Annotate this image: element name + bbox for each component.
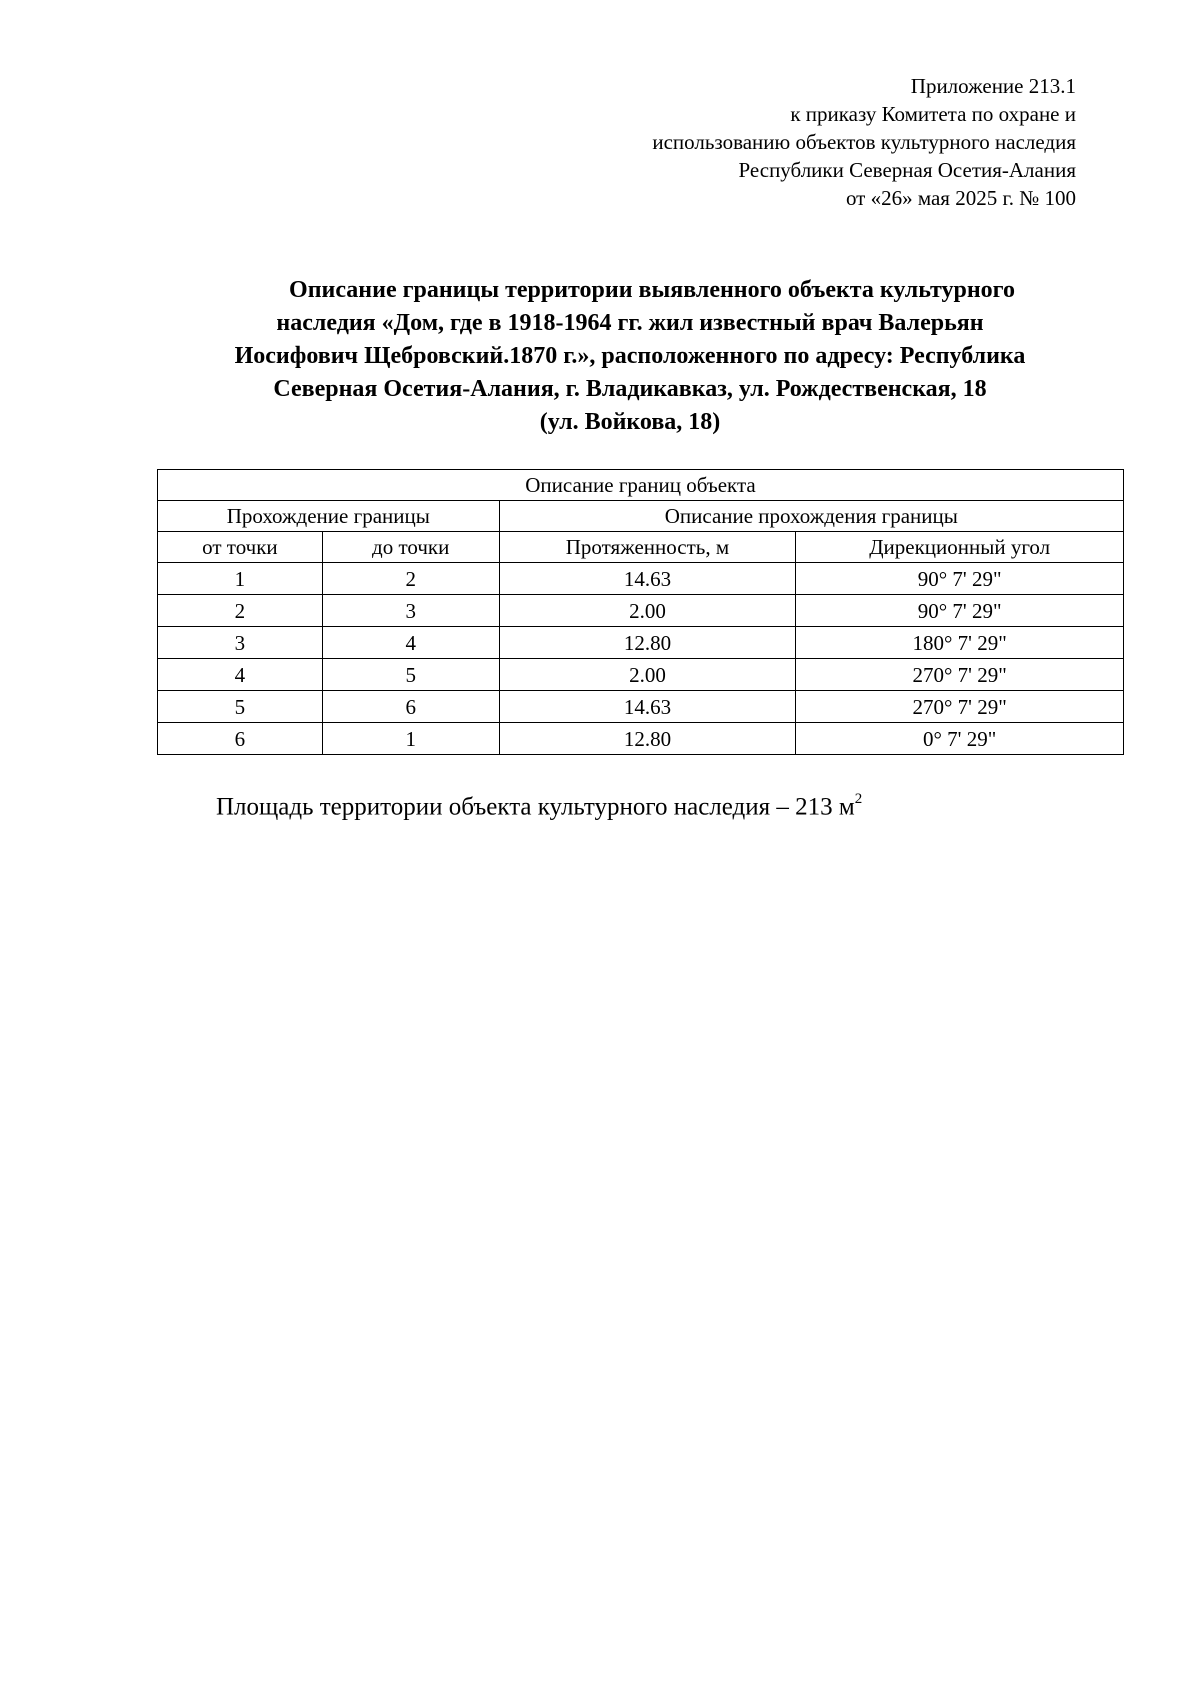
table-cell: 6 xyxy=(322,691,499,723)
table-caption: Описание границ объекта xyxy=(158,470,1124,501)
table-cell: 2 xyxy=(158,595,323,627)
table-cell: 2.00 xyxy=(499,659,796,691)
table-cell: 180° 7' 29" xyxy=(796,627,1124,659)
table-cell: 270° 7' 29" xyxy=(796,659,1124,691)
table-cell: 5 xyxy=(322,659,499,691)
area-statement xyxy=(216,785,862,823)
title-line: наследия «Дом, где в 1918-1964 гг. жил известный врач Валерьян xyxy=(276,310,984,336)
area-text: Площадь территории объекта культурного наследия – 213 м xyxy=(216,793,855,821)
table-cell: 3 xyxy=(158,627,323,659)
column-header: Протяженность, м xyxy=(499,532,796,563)
table-cell: 1 xyxy=(322,723,499,755)
boundary-table xyxy=(157,469,1124,755)
table-cell: 3 xyxy=(322,595,499,627)
area-superscript: 2 xyxy=(854,791,863,807)
table-cell: 90° 7' 29" xyxy=(796,595,1124,627)
table-row xyxy=(158,563,1124,595)
table-row xyxy=(158,659,1124,691)
appendix-line: Республики Северная Осетия-Алания xyxy=(738,158,1076,182)
table-cell: 14.63 xyxy=(499,691,796,723)
appendix-line: к приказу Комитета по охране и xyxy=(790,102,1076,126)
column-header: от точки xyxy=(158,532,323,563)
table-row xyxy=(158,723,1124,755)
table-cell: 6 xyxy=(158,723,323,755)
title-line: (ул. Войкова, 18) xyxy=(539,409,721,435)
table-cell: 2.00 xyxy=(499,595,796,627)
group-header-left: Прохождение границы xyxy=(158,501,500,532)
table-row xyxy=(158,627,1124,659)
document-title xyxy=(150,274,1110,439)
table-cell: 4 xyxy=(322,627,499,659)
table-cell: 1 xyxy=(158,563,323,595)
column-header: Дирекционный угол xyxy=(796,532,1124,563)
title-line: Северная Осетия-Алания, г. Владикавказ, ул. Рождественская, 18 xyxy=(273,376,987,402)
table-cell: 0° 7' 29" xyxy=(796,723,1124,755)
table-row xyxy=(158,691,1124,723)
table-cell: 90° 7' 29" xyxy=(796,563,1124,595)
table-cell: 12.80 xyxy=(499,627,796,659)
appendix-line: использованию объектов культурного наследия xyxy=(652,130,1076,154)
table-cell: 5 xyxy=(158,691,323,723)
table-cell: 4 xyxy=(158,659,323,691)
appendix-header xyxy=(436,72,1076,212)
table-cell: 2 xyxy=(322,563,499,595)
title-line: Описание границы территории выявленного объекта культурного xyxy=(289,277,1015,303)
appendix-line: Приложение 213.1 xyxy=(910,74,1076,98)
table-cell: 14.63 xyxy=(499,563,796,595)
table-cell: 270° 7' 29" xyxy=(796,691,1124,723)
appendix-line: от «26» мая 2025 г. № 100 xyxy=(845,186,1076,210)
table-cell: 12.80 xyxy=(499,723,796,755)
title-line: Иосифович Щебровский.1870 г.», расположенного по адресу: Республика xyxy=(234,343,1026,369)
group-header-right: Описание прохождения границы xyxy=(499,501,1123,532)
column-header: до точки xyxy=(322,532,499,563)
table-row xyxy=(158,595,1124,627)
